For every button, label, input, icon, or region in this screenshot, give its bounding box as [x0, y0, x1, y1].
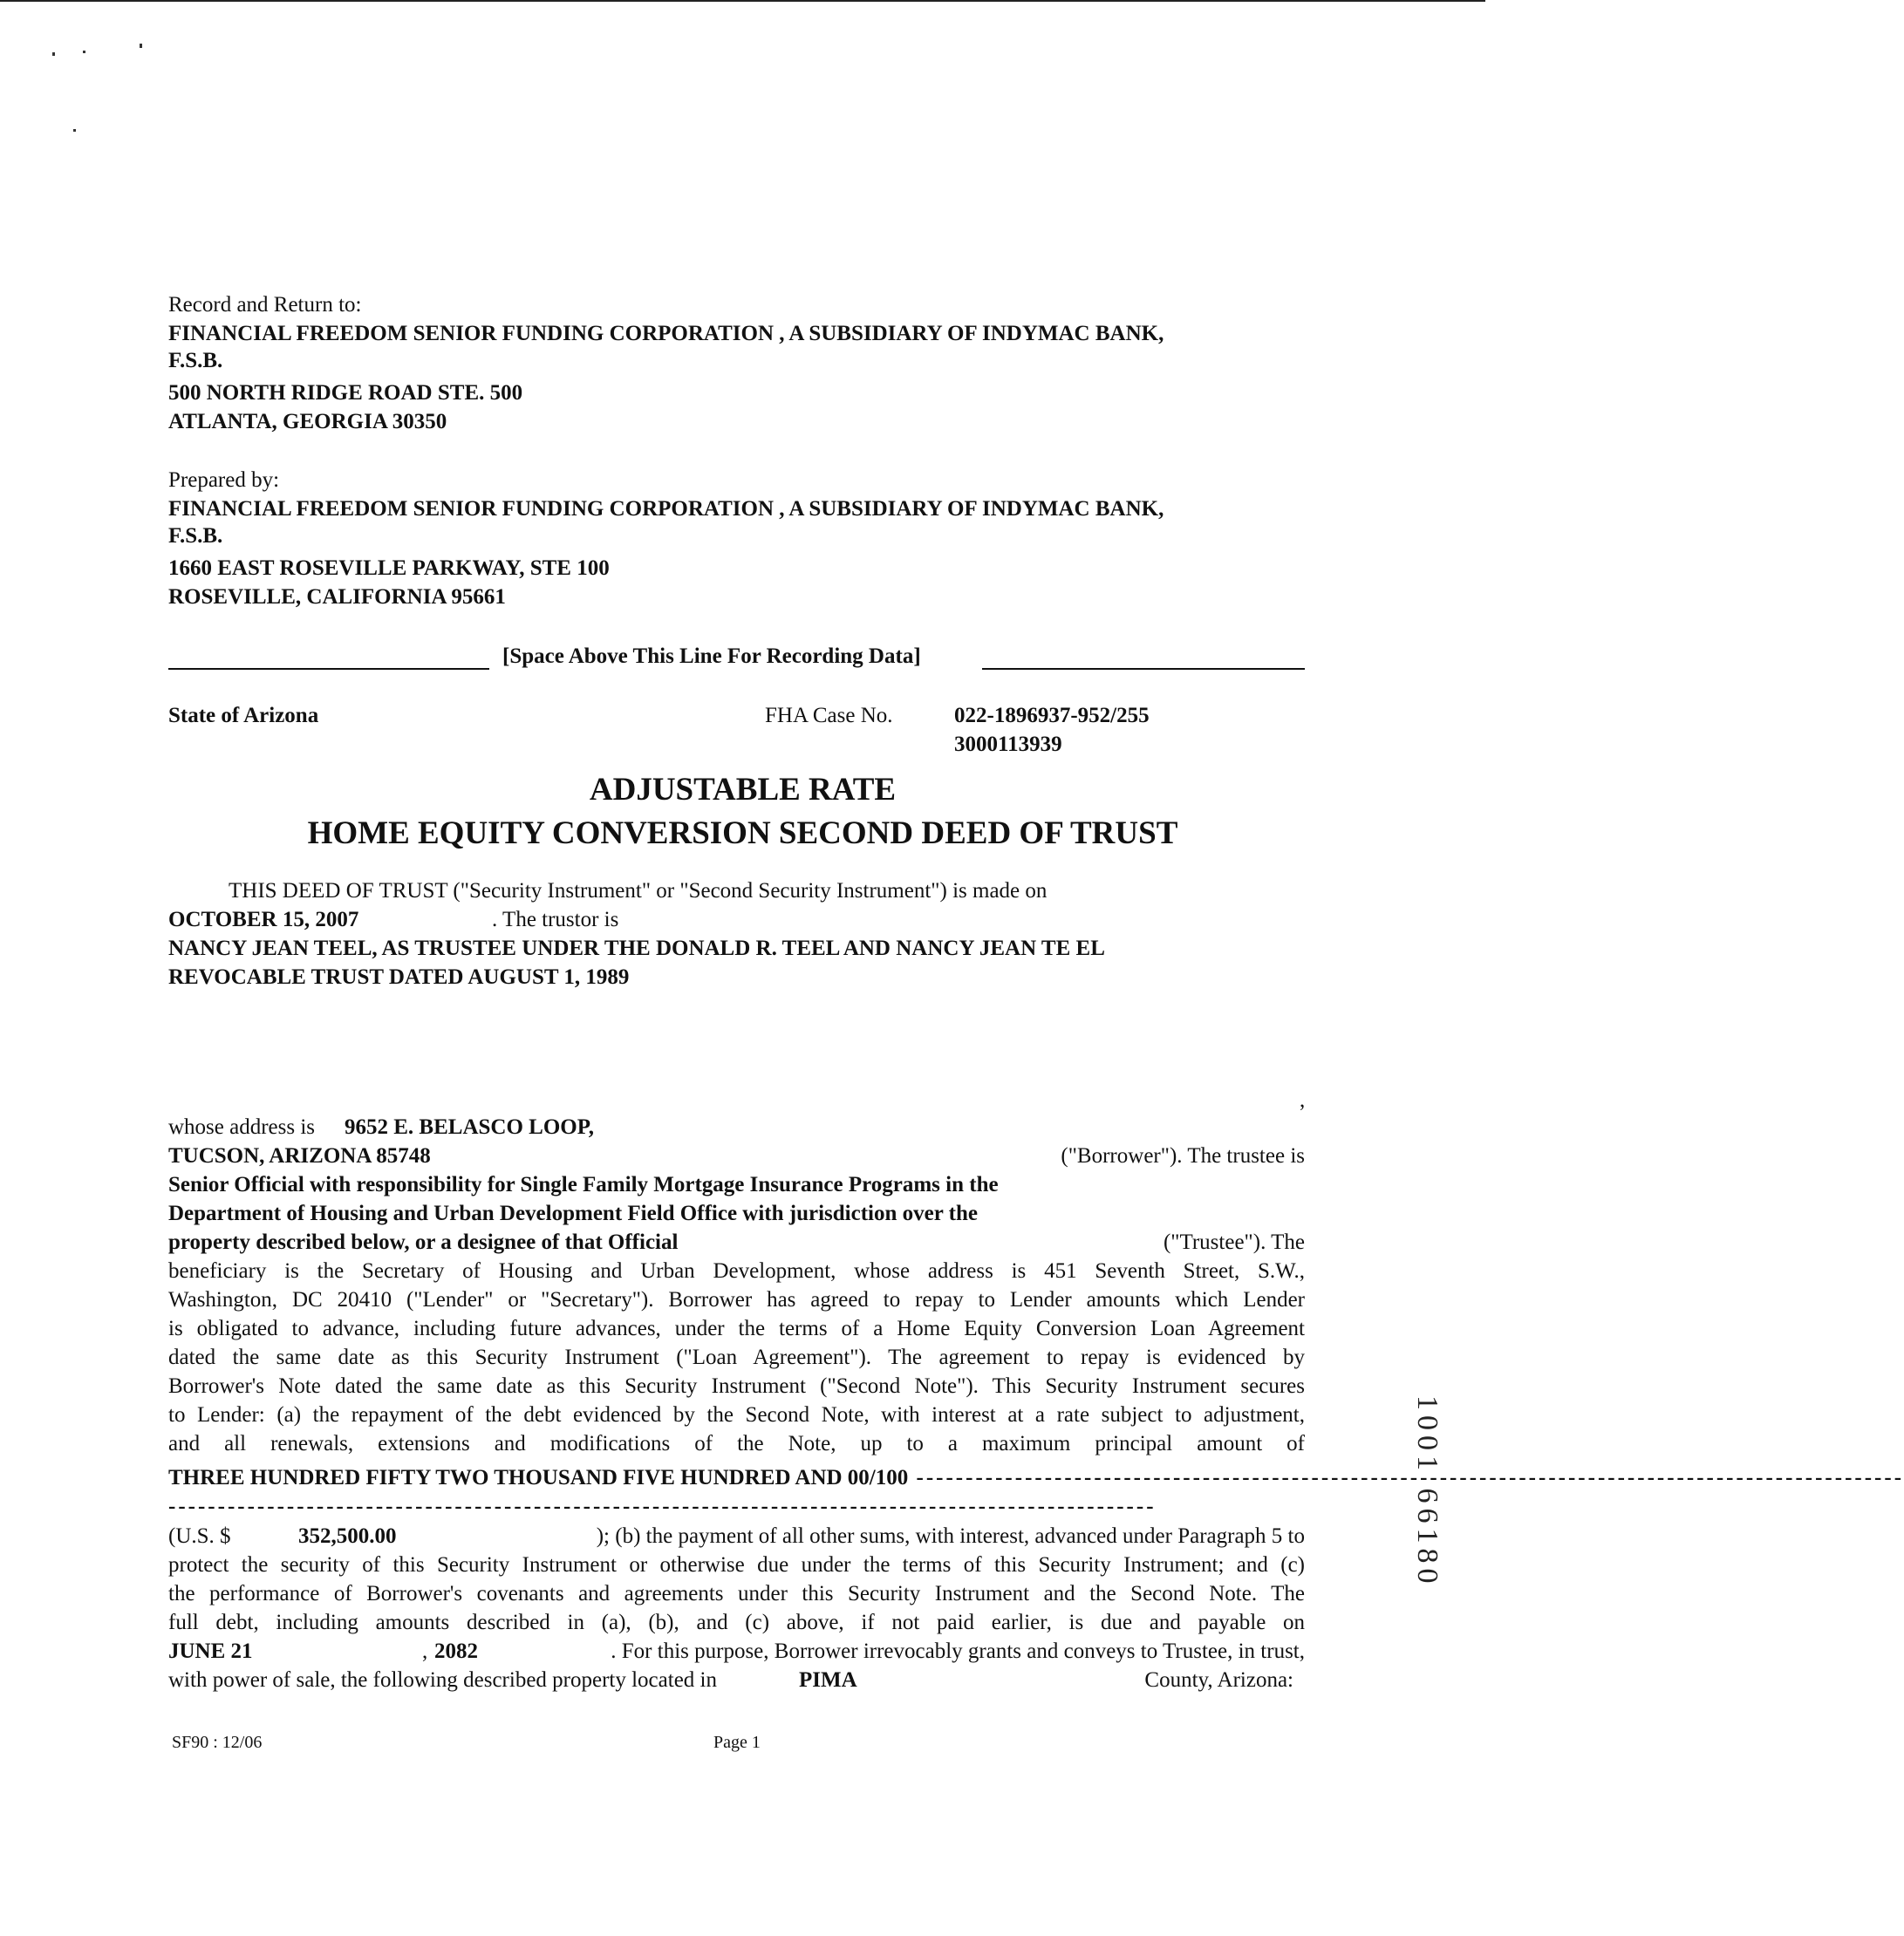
prepared-by-company-line1: FINANCIAL FREEDOM SENIOR FUNDING CORPORATION , A SUBSIDIARY OF INDYMAC BANK,: [168, 497, 1164, 521]
address-label: whose address is: [168, 1115, 316, 1139]
trustor-line1: NANCY JEAN TEEL, AS TRUSTEE UNDER THE DONALD R. TEEL AND NANCY JEAN TE EL: [168, 937, 1105, 960]
trustor-lead: . The trustor is: [492, 908, 619, 931]
address-line1: 9652 E. BELASCO LOOP,: [345, 1115, 594, 1139]
body-line: to Lender: (a) the repayment of the debt evidenced by the Second Note, with interest at a rate subject to adjustment,: [168, 1403, 1305, 1427]
property-county: PIMA: [799, 1668, 857, 1692]
instrument-date: OCTOBER 15, 2007: [168, 908, 359, 931]
body-line: the performance of Borrower's covenants and agreements under this Security Instrument and the Second Note. The: [168, 1582, 1305, 1605]
scan-speck: [83, 51, 85, 53]
trustee-definition: ("Trustee"). The: [1163, 1230, 1305, 1254]
prepared-by-address1: 1660 EAST ROSEVILLE PARKWAY, STE 100: [168, 556, 610, 580]
fha-case-label: FHA Case No.: [765, 704, 893, 727]
maturity-year: 2082: [434, 1639, 478, 1663]
record-return-address2: ATLANTA, GEORGIA 30350: [168, 410, 447, 433]
maturity-rest: . For this purpose, Borrower irrevocably grants and conveys to Trustee, in trust,: [611, 1639, 1305, 1663]
amount-in-words: THREE HUNDRED FIFTY TWO THOUSAND FIVE HUNDRED AND 00/100: [168, 1466, 909, 1489]
body-line: is obligated to advance, including future advances, under the terms of a Home Equity Conversion Loan Agreement: [168, 1317, 1305, 1340]
intro-line1: THIS DEED OF TRUST ("Security Instrument" or "Second Security Instrument") is made on: [229, 879, 1048, 903]
scan-speck: [140, 44, 142, 48]
document-title-line1: ADJUSTABLE RATE: [589, 772, 897, 808]
amount-fill-dashes: ----------------------------------------------------------------------------------------------------: [168, 1495, 1157, 1518]
amount-fill-dashes: ----------------------------------------------------------------------------------------------------: [916, 1466, 1904, 1489]
scan-speck: [73, 129, 76, 132]
prepared-by-heading: Prepared by:: [168, 468, 280, 492]
amount-fill-line: [168, 1492, 1305, 1521]
form-number: SF90 : 12/06: [172, 1733, 263, 1752]
record-return-company-line2: F.S.B.: [168, 349, 223, 372]
prepared-by-address2: ROSEVILLE, CALIFORNIA 95661: [168, 585, 506, 609]
page-number: Page 1: [713, 1733, 761, 1752]
page-top-border: [0, 0, 1485, 2]
scan-speck: [52, 52, 55, 56]
recording-rule-left: [168, 668, 489, 670]
body-line: dated the same date as this Security Instrument ("Loan Agreement"). The agreement to repay is evidenced by: [168, 1346, 1305, 1369]
state-label: State of Arizona: [168, 704, 319, 727]
side-document-number: 1001 66180: [1411, 1395, 1443, 1589]
record-return-company-line1: FINANCIAL FREEDOM SENIOR FUNDING CORPORATION , A SUBSIDIARY OF INDYMAC BANK,: [168, 322, 1164, 345]
property-lead: with power of sale, the following described property located in: [168, 1668, 717, 1692]
loan-number: 3000113939: [954, 733, 1062, 756]
trustor-line2: REVOCABLE TRUST DATED AUGUST 1, 1989: [168, 965, 630, 989]
borrower-definition: ("Borrower"). The trustee is: [1061, 1144, 1305, 1168]
amount-words-line: [168, 1463, 1904, 1492]
property-tail: County, Arizona:: [1144, 1668, 1293, 1692]
body-line: protect the security of this Security Instrument or otherwise due under the terms of this Security Instrument; and (c): [168, 1553, 1305, 1577]
trustor-comma: ,: [1300, 1088, 1306, 1112]
record-return-heading: Record and Return to:: [168, 293, 362, 317]
prepared-by-company-line2: F.S.B.: [168, 524, 223, 548]
maturity-month-day: JUNE 21: [168, 1639, 253, 1663]
document-title-line2: HOME EQUITY CONVERSION SECOND DEED OF TRUST: [307, 815, 1178, 851]
recording-data-label: [Space Above This Line For Recording Data]: [502, 644, 921, 668]
fha-case-number: 022-1896937-952/255: [954, 704, 1150, 727]
recording-rule-right: [982, 668, 1305, 670]
body-line: beneficiary is the Secretary of Housing and Urban Development, whose address is 451 Seventh Street, S.W.,: [168, 1259, 1305, 1283]
record-return-address1: 500 NORTH RIDGE ROAD STE. 500: [168, 381, 523, 405]
trustee-line1: Senior Official with responsibility for Single Family Mortgage Insurance Programs in the: [168, 1173, 999, 1196]
maturity-comma: ,: [422, 1639, 428, 1663]
body-line: full debt, including amounts described in (a), (b), and (c) above, if not paid earlier, is due and payable on: [168, 1611, 1305, 1634]
body-line: Borrower's Note dated the same date as this Security Instrument ("Second Note"). This Security Instrument secures: [168, 1374, 1305, 1398]
trustee-line2: Department of Housing and Urban Development Field Office with jurisdiction over the: [168, 1202, 978, 1225]
address-line2: TUCSON, ARIZONA 85748: [168, 1144, 431, 1168]
amount-rest: ); (b) the payment of all other sums, with interest, advanced under Paragraph 5 to: [596, 1524, 1305, 1548]
trustee-line3: property described below, or a designee of that Official: [168, 1230, 679, 1254]
body-line: Washington, DC 20410 ("Lender" or "Secretary"). Borrower has agreed to repay to Lender amounts which Lender: [168, 1288, 1305, 1312]
body-line: and all renewals, extensions and modifications of the Note, up to a maximum principal amount of: [168, 1432, 1305, 1455]
amount-prefix: (U.S. $: [168, 1524, 231, 1548]
amount-value: 352,500.00: [298, 1524, 397, 1548]
